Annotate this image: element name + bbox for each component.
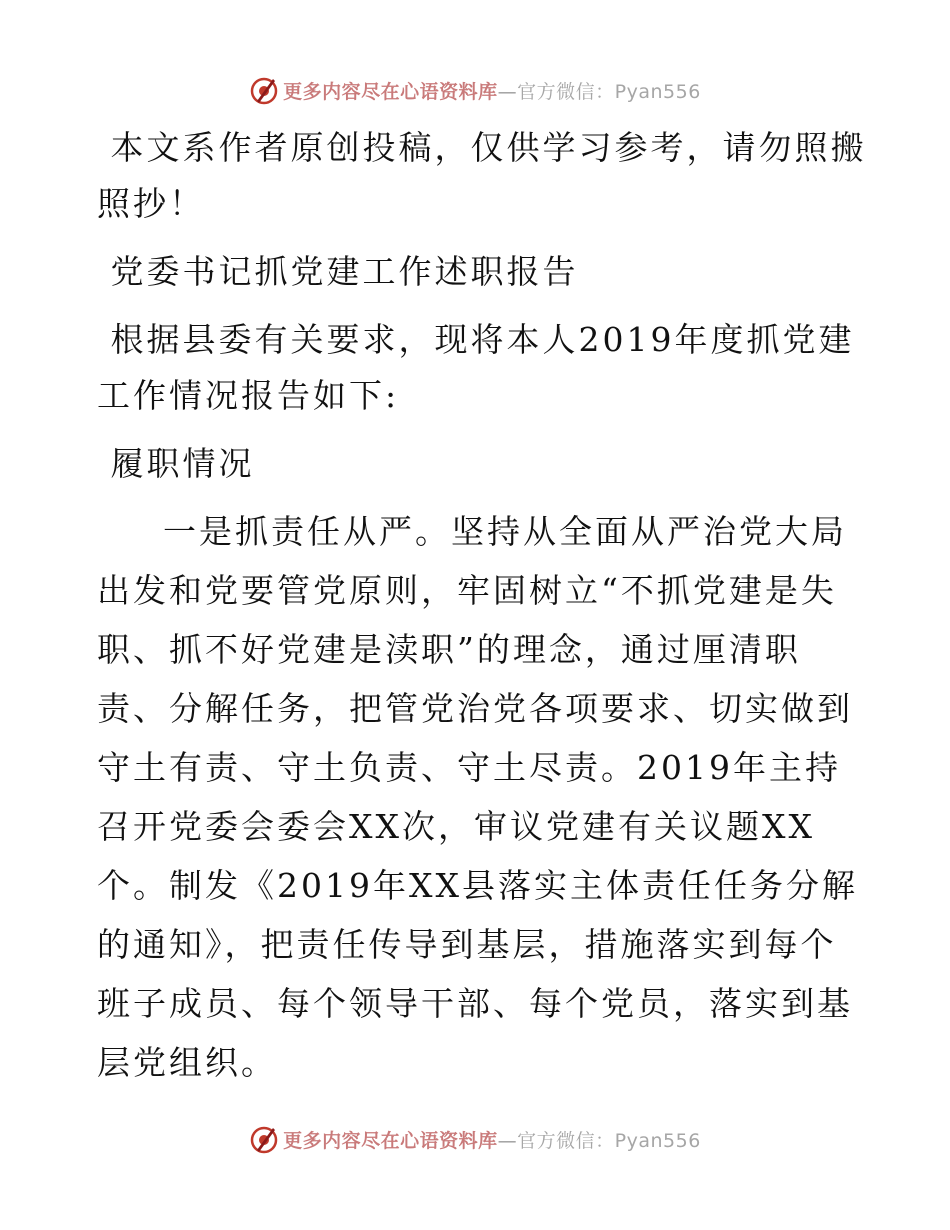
watermark-contact-text: 官方微信：Pyan556 — [517, 80, 701, 103]
watermark-main-text: 更多内容尽在心语资料库 — [283, 80, 498, 103]
intro-paragraph: 根据县委有关要求，现将本人2019年度抓党建工作情况报告如下: — [97, 320, 855, 415]
header-watermark — [0, 68, 950, 112]
copyright-notice: 本文系作者原创投稿，仅供学习参考，请勿照搬照抄！ — [97, 128, 867, 223]
watermark-contact-text: 官方微信：Pyan556 — [517, 1129, 701, 1152]
watermark-dash: — — [497, 80, 518, 103]
document-body — [97, 120, 867, 1092]
document-title: 党委书记抓党建工作述职报告 — [97, 252, 579, 291]
quill-pen-logo-icon — [249, 75, 279, 105]
body-paragraph: 一是抓责任从严。坚持从全面从严治党大局出发和党要管党原则，牢固树立“不抓党建是失职、抓不好党建是渎职”的理念，通过厘清职责、分解任务，把管党治党各项要求、切实做到守土有责、守土负责、守土尽责。2019年主持召开党委会委会XX次，审议党建有关议题XX个。制发《2019年XX县落实主体责任任务分解的通知》，把责任传导到基层，措施落实到每个班子成员、每个领导干部、每个党员，落实到基层党组织。 — [97, 512, 858, 1082]
section-heading: 履职情况 — [97, 444, 255, 483]
quill-pen-logo-icon — [249, 1124, 279, 1154]
footer-watermark — [0, 1117, 950, 1161]
watermark-dash: — — [497, 1129, 518, 1152]
watermark-main-text: 更多内容尽在心语资料库 — [283, 1129, 498, 1152]
